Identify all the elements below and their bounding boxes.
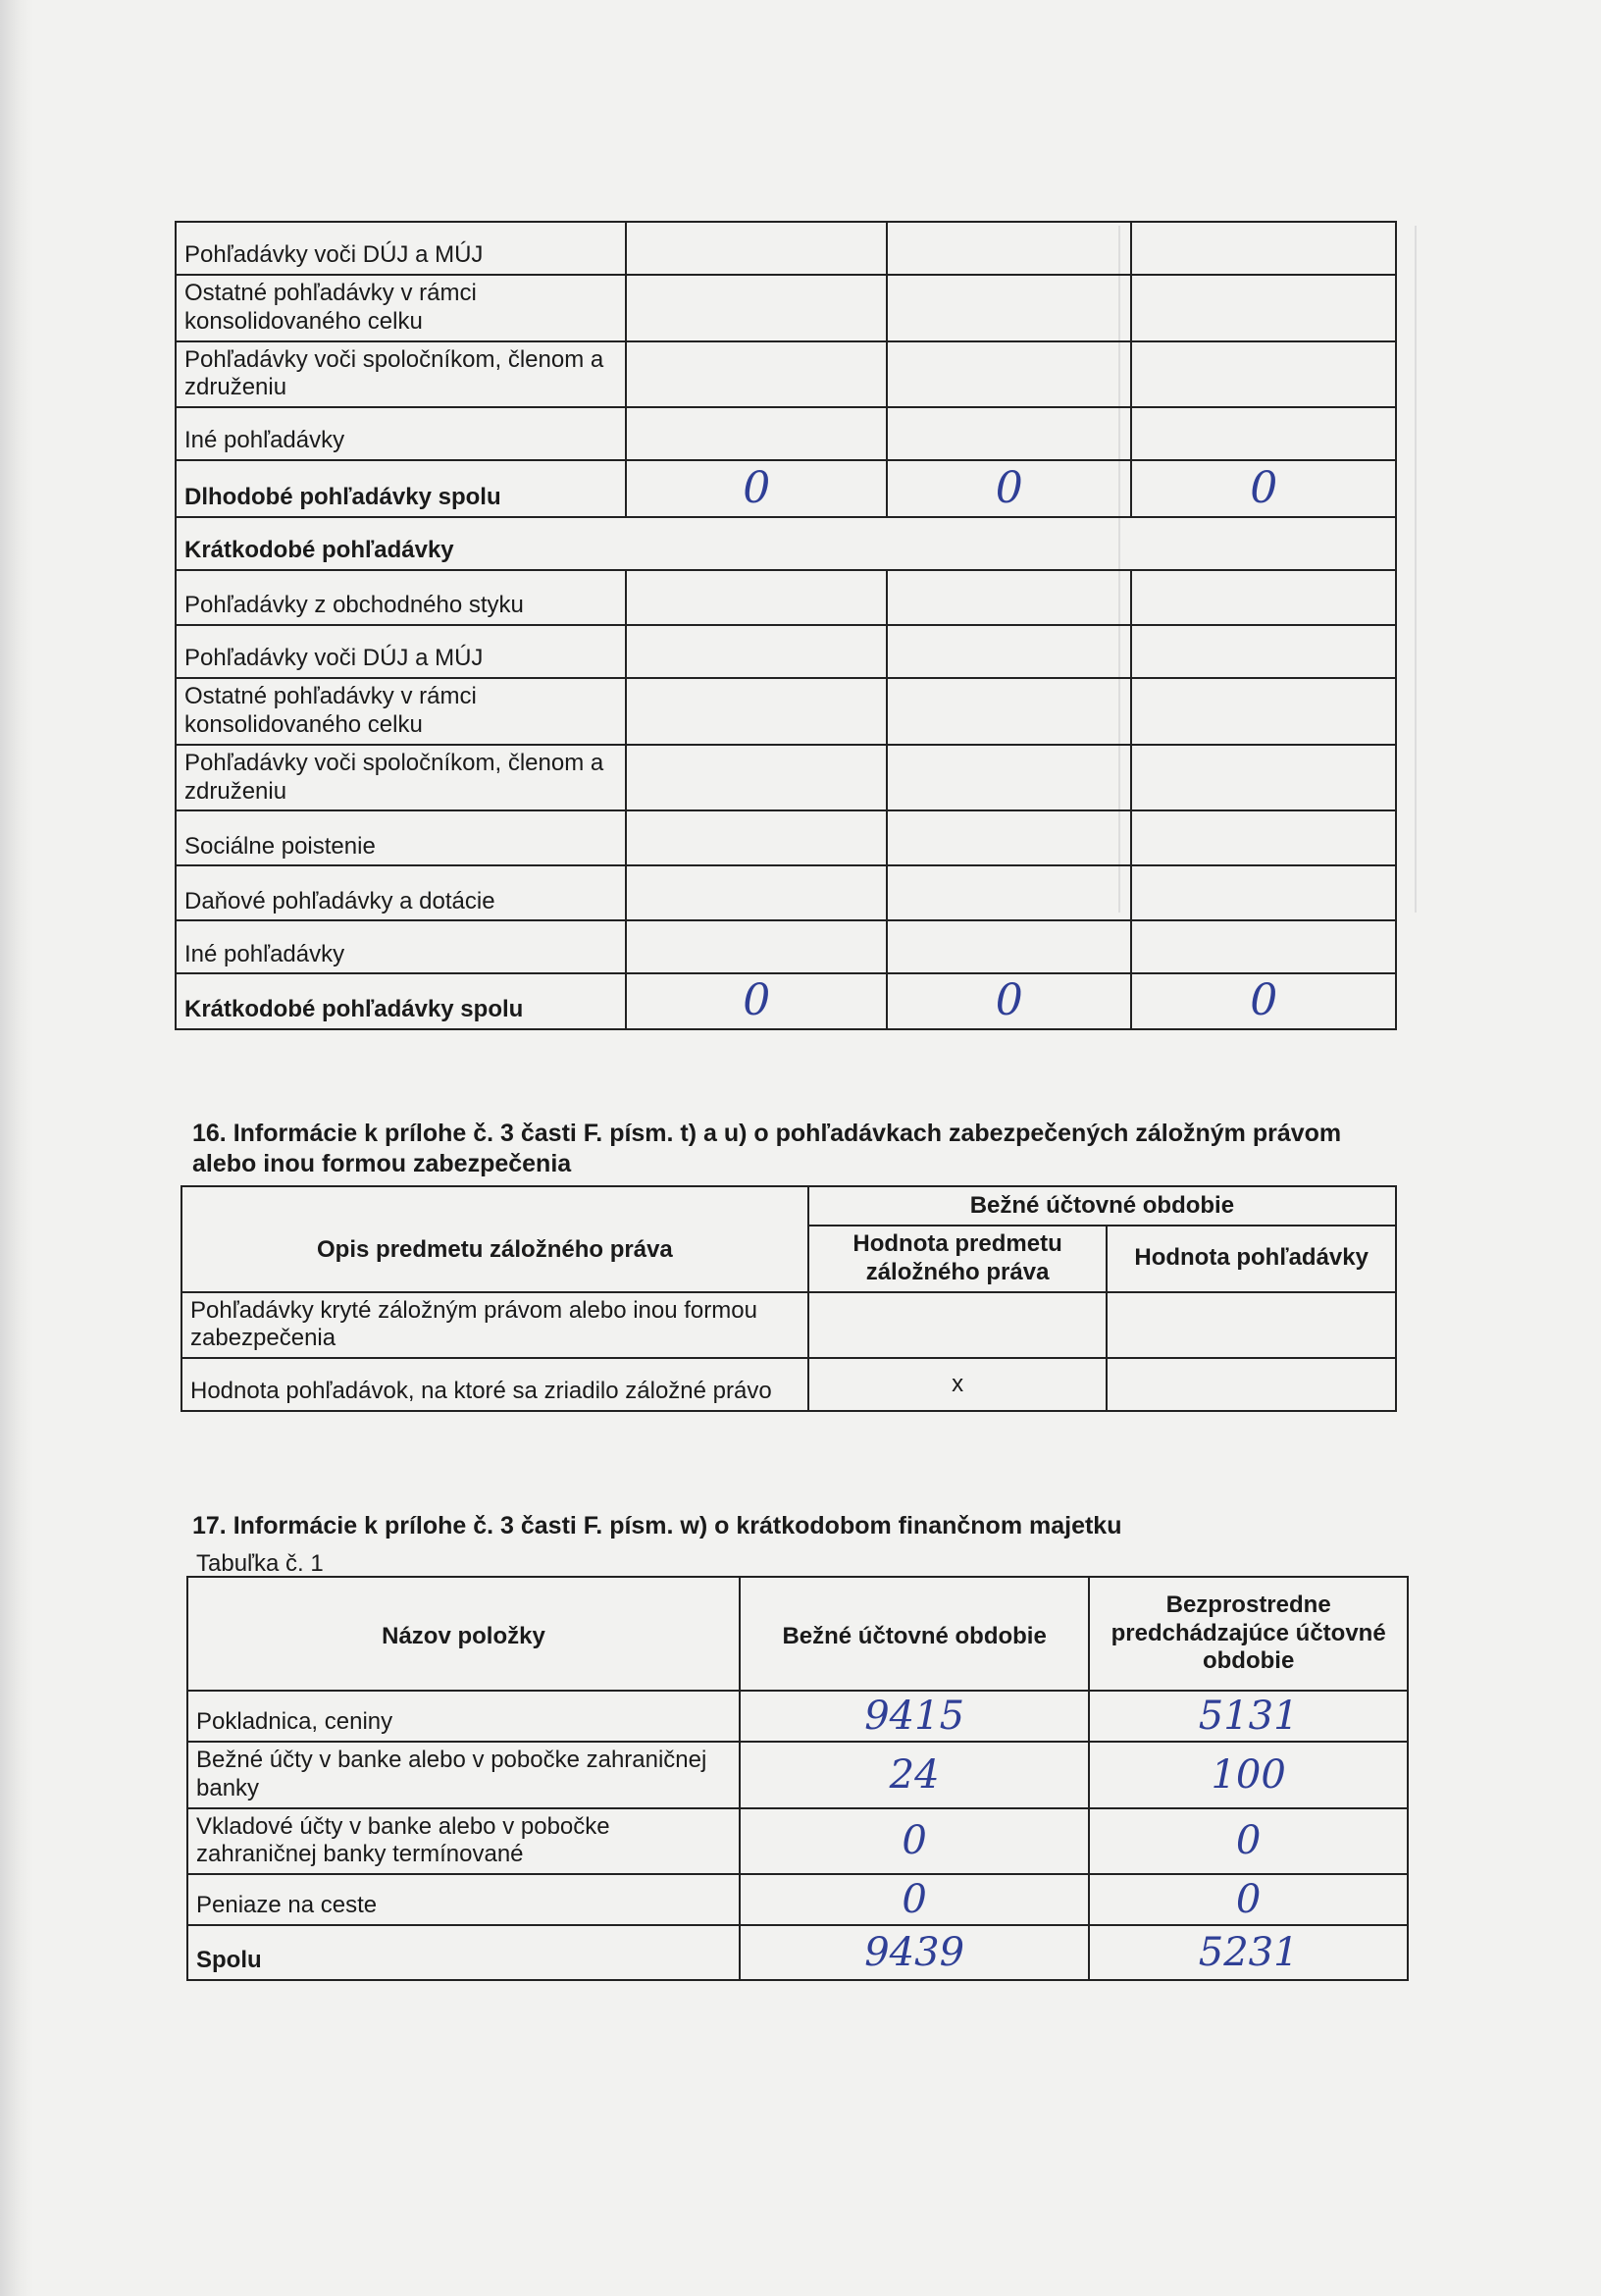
- value-cell: [1131, 678, 1396, 745]
- row-label: Spolu: [187, 1925, 740, 1980]
- value-cell: [887, 810, 1132, 865]
- row-label: Peniaze na ceste: [187, 1874, 740, 1925]
- previous-value: 0: [1089, 1874, 1408, 1925]
- table-row: [187, 1874, 1408, 1925]
- row-label: Pohľadávky voči spoločníkom, členom a združeniu: [176, 341, 626, 408]
- value-cell: [808, 1292, 1108, 1359]
- value-cell: x: [808, 1358, 1108, 1411]
- table-row: [176, 341, 1396, 408]
- previous-value: 5131: [1089, 1691, 1408, 1742]
- row-label: Pokladnica, ceniny: [187, 1691, 740, 1742]
- row-label: Pohľadávky z obchodného styku: [176, 570, 626, 625]
- receivables-table: [175, 221, 1397, 1030]
- row-label: Vkladové účty v banke alebo v pobočke zahraničnej banky termínované: [187, 1808, 740, 1875]
- table-row: [176, 407, 1396, 460]
- row-label: Ostatné pohľadávky v rámci konsolidovaného celku: [176, 275, 626, 341]
- col-current-period: Bežné účtovné obdobie: [808, 1186, 1396, 1226]
- current-value: 0: [740, 1808, 1089, 1875]
- value-cell: 0: [887, 460, 1132, 517]
- table-row: [176, 678, 1396, 745]
- value-cell: [626, 920, 887, 973]
- value-cell: 0: [1131, 973, 1396, 1029]
- value-cell: [1131, 570, 1396, 625]
- table-row: [187, 1808, 1408, 1875]
- value-cell: [626, 865, 887, 920]
- row-label: Hodnota pohľadávok, na ktoré sa zriadilo záložné právo: [181, 1358, 808, 1411]
- value-cell: [626, 275, 887, 341]
- value-cell: [887, 920, 1132, 973]
- table-row: [176, 460, 1396, 517]
- value-cell: [887, 678, 1132, 745]
- table-row: [187, 1691, 1408, 1742]
- row-label: Krátkodobé pohľadávky spolu: [176, 973, 626, 1029]
- value-cell: [1131, 810, 1396, 865]
- value-cell: [626, 678, 887, 745]
- row-label: Daňové pohľadávky a dotácie: [176, 865, 626, 920]
- current-value: 9415: [740, 1691, 1089, 1742]
- value-cell: 0: [1131, 460, 1396, 517]
- section17-heading: [192, 1511, 1409, 1541]
- value-cell: [626, 745, 887, 811]
- row-label: Iné pohľadávky: [176, 407, 626, 460]
- table-row: [176, 973, 1396, 1029]
- value-cell: [626, 810, 887, 865]
- table-row: [181, 1292, 1396, 1359]
- table-row: [176, 920, 1396, 973]
- value-cell: [887, 865, 1132, 920]
- table-row: [187, 1925, 1408, 1980]
- current-value: 24: [740, 1742, 1089, 1808]
- value-cell: 0: [626, 973, 887, 1029]
- value-cell: [1107, 1292, 1396, 1359]
- table-row: [187, 1742, 1408, 1808]
- section16-heading: [192, 1119, 1409, 1180]
- value-cell: [626, 625, 887, 678]
- value-cell: [626, 570, 887, 625]
- table-row: [176, 810, 1396, 865]
- row-label: Pohľadávky voči DÚJ a MÚJ: [176, 222, 626, 275]
- value-cell: [1131, 275, 1396, 341]
- value-cell: [887, 222, 1132, 275]
- section16-text: Informácie k prílohe č. 3 časti F. písm. t) a u) o pohľadávkach zabezpečených záložným právom alebo inou formou zabezpečenia: [192, 1120, 1342, 1178]
- scan-edge: [0, 0, 33, 2296]
- value-cell: [887, 275, 1132, 341]
- row-label: Pohľadávky voči spoločníkom, členom a združeniu: [176, 745, 626, 811]
- col-pledge-subject-value: Hodnota predmetu záložného práva: [808, 1226, 1108, 1292]
- table-label: Tabuľka č. 1: [196, 1550, 324, 1577]
- previous-value: 0: [1089, 1808, 1408, 1875]
- value-cell: [626, 341, 887, 408]
- previous-value: 100: [1089, 1742, 1408, 1808]
- value-cell: [1131, 920, 1396, 973]
- short-term-header: Krátkodobé pohľadávky: [176, 517, 1396, 570]
- col-item-name: Názov položky: [187, 1577, 740, 1691]
- value-cell: 0: [887, 973, 1132, 1029]
- value-cell: 0: [626, 460, 887, 517]
- table-row: [176, 570, 1396, 625]
- value-cell: [1107, 1358, 1396, 1411]
- table-row: [176, 745, 1396, 811]
- row-label: Dlhodobé pohľadávky spolu: [176, 460, 626, 517]
- previous-value: 5231: [1089, 1925, 1408, 1980]
- col-receivable-value: Hodnota pohľadávky: [1107, 1226, 1396, 1292]
- current-value: 0: [740, 1874, 1089, 1925]
- value-cell: [887, 745, 1132, 811]
- section16-number: 16.: [192, 1120, 227, 1147]
- value-cell: [887, 407, 1132, 460]
- table-row: [176, 865, 1396, 920]
- value-cell: [887, 625, 1132, 678]
- value-cell: [1131, 745, 1396, 811]
- row-label: Sociálne poistenie: [176, 810, 626, 865]
- row-label: Bežné účty v banke alebo v pobočke zahraničnej banky: [187, 1742, 740, 1808]
- financial-assets-table: [186, 1576, 1409, 1981]
- col-previous-period: Bezprostredne predchádzajúce účtovné obdobie: [1089, 1577, 1408, 1691]
- table-row: [181, 1358, 1396, 1411]
- section17-text: Informácie k prílohe č. 3 časti F. písm. w) o krátkodobom finančnom majetku: [232, 1512, 1122, 1539]
- row-label: Iné pohľadávky: [176, 920, 626, 973]
- current-value: 9439: [740, 1925, 1089, 1980]
- row-label: Pohľadávky voči DÚJ a MÚJ: [176, 625, 626, 678]
- pledge-table: [181, 1185, 1397, 1412]
- value-cell: [887, 570, 1132, 625]
- row-label: Pohľadávky kryté záložným právom alebo inou formou zabezpečenia: [181, 1292, 808, 1359]
- col-current-period: Bežné účtovné obdobie: [740, 1577, 1089, 1691]
- value-cell: [1131, 625, 1396, 678]
- value-cell: [887, 341, 1132, 408]
- value-cell: [1131, 865, 1396, 920]
- table-row: [176, 275, 1396, 341]
- value-cell: [626, 407, 887, 460]
- value-cell: [1131, 341, 1396, 408]
- table-row: [176, 222, 1396, 275]
- table-row: [176, 625, 1396, 678]
- value-cell: [1131, 407, 1396, 460]
- section17-number: 17.: [192, 1512, 227, 1539]
- col-pledge-desc: Opis predmetu záložného práva: [181, 1186, 808, 1292]
- row-label: Ostatné pohľadávky v rámci konsolidovaného celku: [176, 678, 626, 745]
- value-cell: [626, 222, 887, 275]
- value-cell: [1131, 222, 1396, 275]
